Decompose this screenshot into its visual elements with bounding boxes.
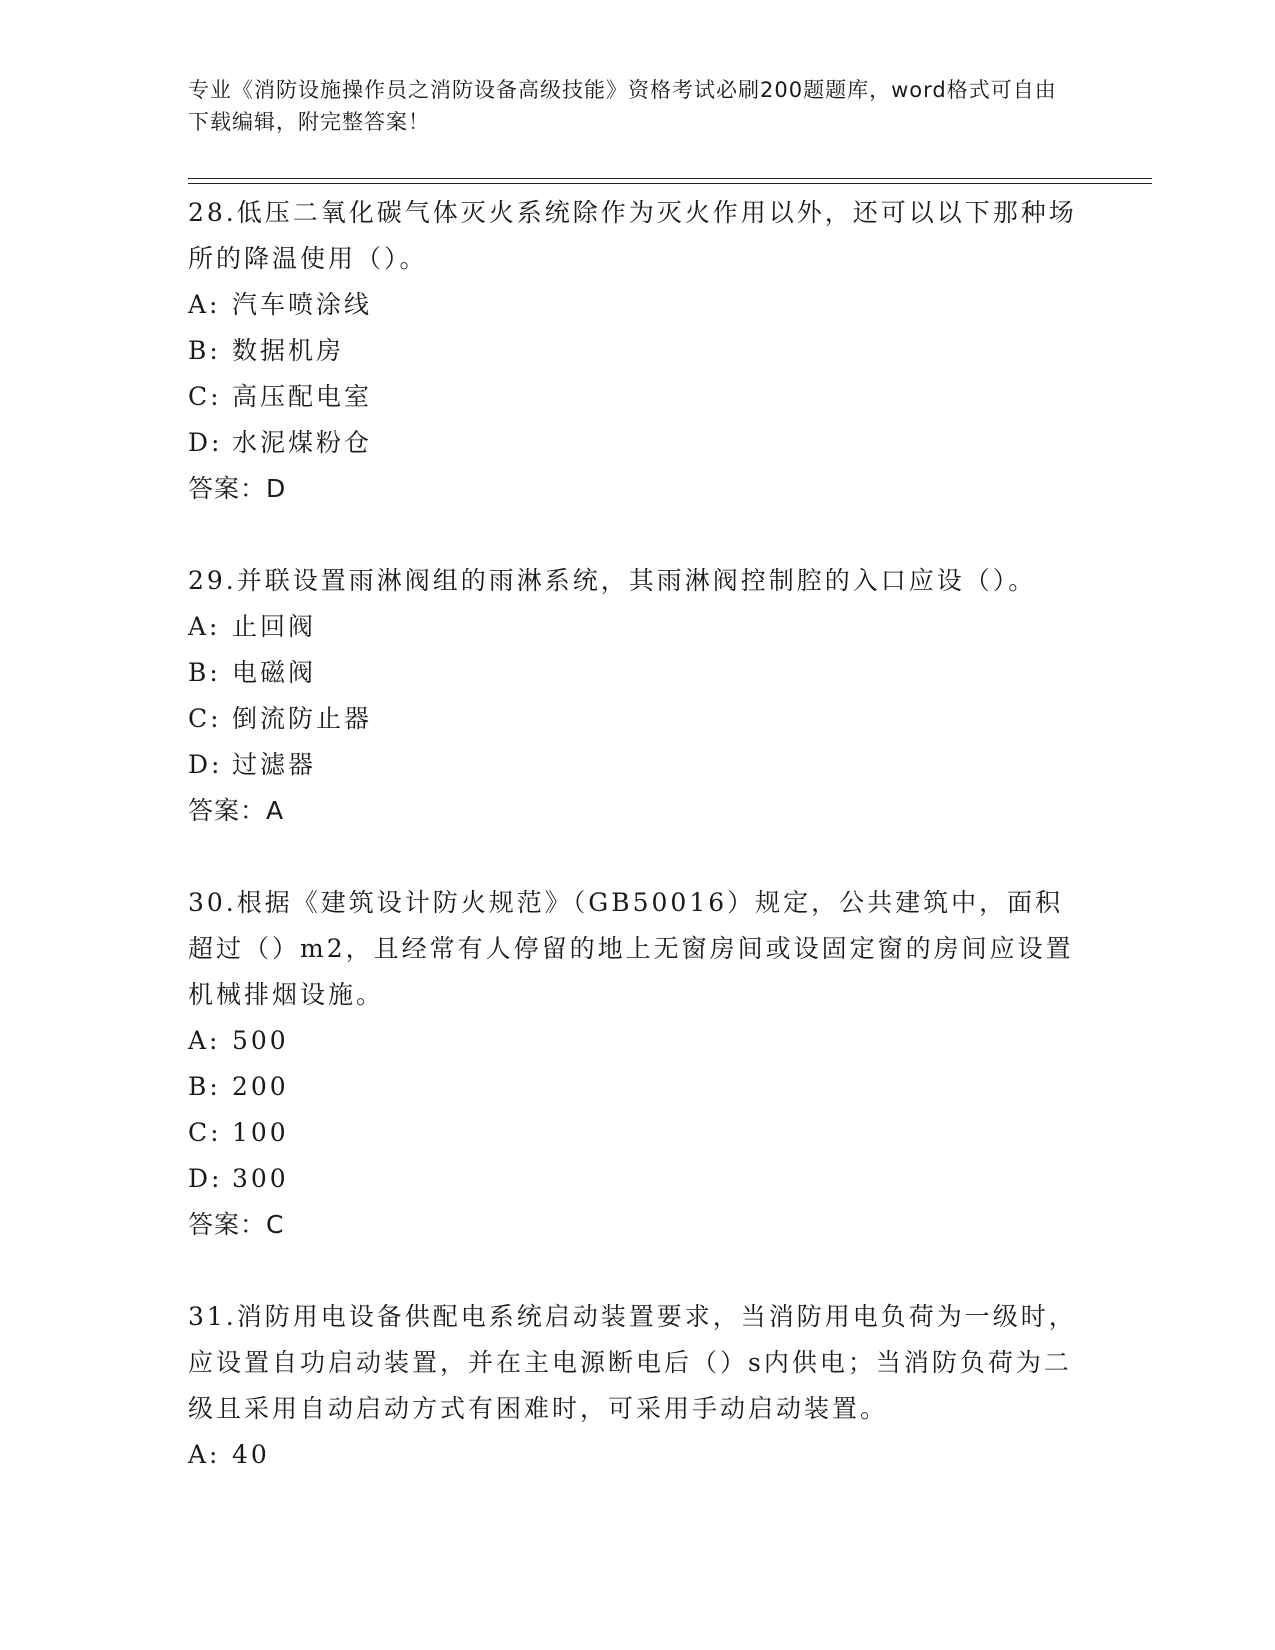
option-letter: B: [188,658,221,687]
option-b [188,328,1088,374]
option-text: 汽车喷涂线 [232,290,373,319]
option-c [188,374,1088,420]
option-text: 止回阀 [232,612,317,641]
option-text: 300 [232,1164,289,1193]
option-letter: C: [188,382,222,411]
option-text: 过滤器 [232,750,317,779]
option-b [188,1064,1088,1110]
option-text: 数据机房 [232,336,345,365]
question-stem: 31.消防用电设备供配电系统启动装置要求，当消防用电负荷为一级时，应设置自功启动装置，并在主电源断电后（）s内供电；当消防负荷为二级且采用自动启动方式有困难时，可采用手动启动装置。 [188,1302,1077,1423]
option-letter: A: [188,1026,221,1055]
header-divider-top [188,178,1152,179]
option-text: 电磁阀 [232,658,317,687]
question-stem: 30.根据《建筑设计防火规范》（GB50016）规定，公共建筑中，面积超过（）m2，且经常有人停留的地上无窗房间或设固定窗的房间应设置机械排烟设施。 [188,888,1074,1009]
option-d [188,742,1088,788]
option-letter: B: [188,1072,221,1101]
option-text: 水泥煤粉仓 [232,428,373,457]
question-28 [188,190,1088,512]
document-header: 专业《消防设施操作员之消防设备高级技能》资格考试必刷200题题库，word格式可自由下载编辑，附完整答案！ [188,78,1057,134]
option-text: 100 [232,1118,289,1147]
question-30 [188,880,1088,1248]
question-list [188,190,1088,1524]
option-letter: A: [188,290,221,319]
option-a [188,282,1088,328]
option-c [188,696,1088,742]
option-text: 40 [232,1440,270,1469]
option-text: 200 [232,1072,289,1101]
option-letter: B: [188,336,221,365]
question-31 [188,1294,1088,1478]
question-stem: 28.低压二氧化碳气体灭火系统除作为灭火作用以外，还可以以下那种场所的降温使用（）。 [188,198,1077,273]
answer-line: 答案：C [188,1210,285,1239]
option-letter: D: [188,750,223,779]
option-a [188,604,1088,650]
option-c [188,1110,1088,1156]
option-letter: A: [188,1440,221,1469]
option-d [188,420,1088,466]
option-text: 高压配电室 [232,382,373,411]
option-b [188,650,1088,696]
option-letter: D: [188,1164,223,1193]
question-stem: 29.并联设置雨淋阀组的雨淋系统，其雨淋阀控制腔的入口应设（）。 [188,566,1037,595]
option-text: 500 [232,1026,289,1055]
option-a [188,1018,1088,1064]
option-letter: D: [188,428,223,457]
option-letter: C: [188,704,222,733]
option-text: 倒流防止器 [232,704,373,733]
answer-line: 答案：D [188,474,287,503]
option-d [188,1156,1088,1202]
question-29 [188,558,1088,834]
option-a [188,1432,1088,1478]
answer-line: 答案：A [188,796,285,825]
option-letter: C: [188,1118,222,1147]
option-letter: A: [188,612,221,641]
header-divider-bottom [188,183,1152,184]
